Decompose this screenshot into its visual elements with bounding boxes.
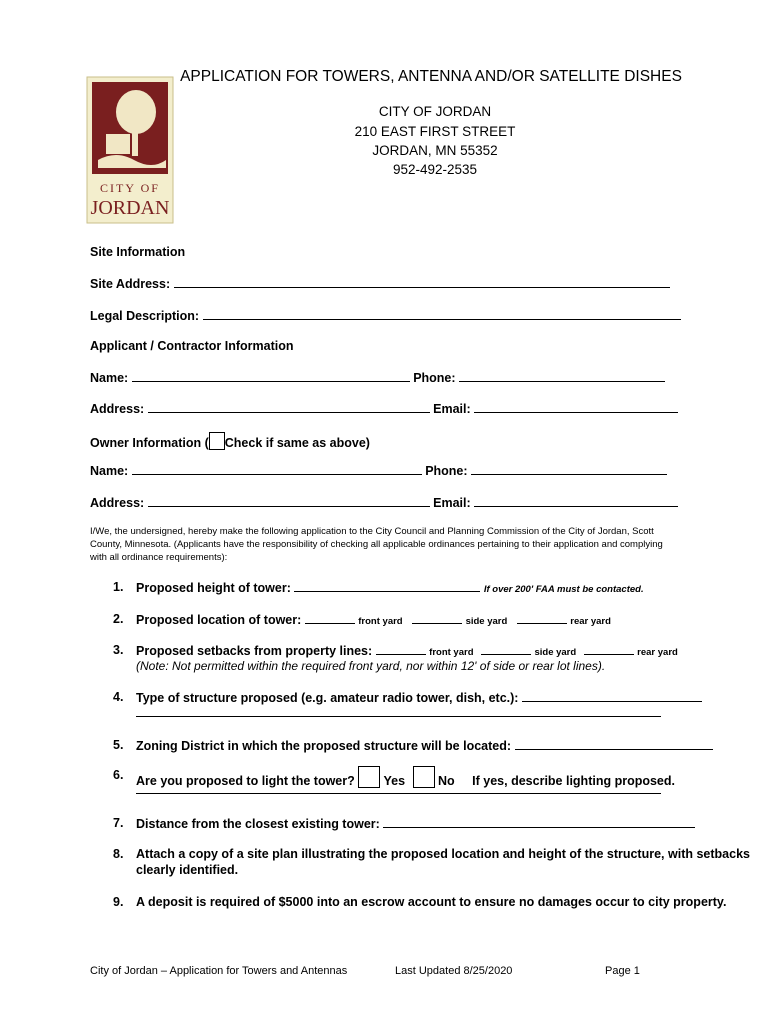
owner-address-field[interactable] (148, 495, 430, 507)
item-9: A deposit is required of $5000 into an escrow account to ensure no damages occur to city property. (136, 895, 727, 909)
light-tower-label: Are you proposed to light the tower? (136, 774, 355, 788)
applicant-name-row (90, 370, 665, 385)
setback-side-yard-label: side yard (534, 647, 577, 658)
item-4 (136, 690, 702, 705)
location-front-yard-field[interactable] (305, 612, 355, 624)
setbacks-label: Proposed setbacks from property lines: (136, 644, 373, 658)
owner-info-label-b: Check if same as above) (224, 436, 370, 450)
light-yes-checkbox[interactable] (358, 766, 380, 788)
owner-email-field[interactable] (474, 495, 678, 507)
item-number-1: 1. (113, 580, 124, 594)
applicant-phone-field[interactable] (459, 370, 665, 382)
setback-note: (Note: Not permitted within the required front yard, nor within 12' of side or rear lot lines). (136, 659, 606, 673)
item-number-4: 4. (113, 690, 124, 704)
footer-left: City of Jordan – Application for Towers and Antennas (90, 965, 348, 977)
front-yard-label: front yard (358, 616, 403, 627)
site-info-heading: Site Information (90, 245, 186, 259)
address-line-3: JORDAN, MN 55352 (372, 143, 498, 158)
setback-side-yard-field[interactable] (481, 643, 531, 655)
structure-type-field[interactable] (522, 690, 702, 702)
footer-page-number: Page 1 (605, 965, 640, 977)
item-number-3: 3. (113, 643, 124, 657)
item-5 (136, 738, 713, 753)
applicant-email-label: Email: (433, 402, 471, 416)
side-yard-label: side yard (465, 616, 508, 627)
item-number-8: 8. (113, 847, 124, 861)
zoning-district-field[interactable] (515, 738, 713, 750)
applicant-name-label: Name: (90, 371, 129, 385)
legal-description-field[interactable] (203, 308, 681, 320)
site-address-row (90, 276, 670, 291)
applicant-address-label: Address: (90, 402, 145, 416)
owner-phone-field[interactable] (471, 463, 667, 475)
item-3 (136, 643, 678, 658)
applicant-name-field[interactable] (132, 370, 410, 382)
lighting-description-field[interactable] (136, 793, 661, 794)
logo-line2: JORDAN (90, 197, 170, 219)
owner-name-row (90, 463, 667, 478)
owner-phone-label: Phone: (425, 464, 468, 478)
tower-height-field[interactable] (294, 580, 480, 592)
applicant-info-heading: Applicant / Contractor Information (90, 339, 294, 353)
owner-email-label: Email: (433, 496, 471, 510)
item-number-5: 5. (113, 738, 124, 752)
form-title: APPLICATION FOR TOWERS, ANTENNA AND/OR SATELLITE DISHES (180, 68, 682, 85)
location-side-yard-field[interactable] (412, 612, 462, 624)
owner-info-heading (90, 432, 370, 450)
owner-info-label: Owner Information ( (90, 436, 209, 450)
item-8-line2: clearly identified. (136, 863, 239, 877)
item-8-line1: Attach a copy of a site plan illustrating the proposed location and height of the structure, with setbacks (136, 847, 750, 861)
light-no-checkbox[interactable] (413, 766, 435, 788)
footer-updated: Last Updated 8/25/2020 (395, 965, 513, 977)
item-7 (136, 816, 695, 831)
light-yes-label: Yes (383, 774, 406, 788)
item-number-9: 9. (113, 895, 124, 909)
location-rear-yard-field[interactable] (517, 612, 567, 624)
owner-address-label: Address: (90, 496, 145, 510)
applicant-email-field[interactable] (474, 401, 678, 413)
item-1 (136, 580, 644, 595)
setback-front-yard-label: front yard (429, 647, 474, 658)
owner-address-row (90, 495, 678, 510)
site-address-label: Site Address: (90, 277, 171, 291)
applicant-phone-label: Phone: (413, 371, 456, 385)
undersigned-paragraph: I/We, the undersigned, hereby make the following application to the City Council and Planning Commission of the City of Jordan, Scott County, Minnesota. (Applicants have the responsibility of checking all applicable ordinances pertaining to their application and complying with all ordinance requirements): (90, 526, 663, 563)
setback-rear-yard-field[interactable] (584, 643, 634, 655)
address-line-2: 210 EAST FIRST STREET (354, 124, 516, 139)
item-6 (136, 766, 675, 788)
owner-name-field[interactable] (132, 463, 422, 475)
structure-type-label: Type of structure proposed (e.g. amateur radio tower, dish, etc.): (136, 691, 519, 705)
rear-yard-label: rear yard (570, 616, 611, 627)
logo-line1: CITY OF (100, 181, 160, 195)
zoning-district-label: Zoning District in which the proposed structure will be located: (136, 739, 512, 753)
structure-type-field-line2[interactable] (136, 716, 661, 717)
closest-tower-field[interactable] (383, 816, 695, 828)
item-number-2: 2. (113, 612, 124, 626)
address-line-4: 952-492-2535 (392, 162, 478, 177)
legal-description-row (90, 308, 681, 323)
owner-name-label: Name: (90, 464, 129, 478)
item-2 (136, 612, 611, 627)
item-number-7: 7. (113, 816, 124, 830)
tower-height-label: Proposed height of tower: (136, 581, 291, 595)
legal-description-label: Legal Description: (90, 309, 200, 323)
item-number-6: 6. (113, 768, 124, 782)
applicant-address-row (90, 401, 678, 416)
tower-location-label: Proposed location of tower: (136, 613, 302, 627)
city-logo-graphic (86, 76, 174, 224)
faa-note: If over 200' FAA must be contacted. (483, 584, 644, 595)
lighting-describe-label: If yes, describe lighting proposed. (472, 774, 675, 788)
address-line-1: CITY OF JORDAN (378, 104, 492, 119)
light-no-label: No (438, 774, 455, 788)
site-address-field[interactable] (174, 276, 670, 288)
setback-front-yard-field[interactable] (376, 643, 426, 655)
setback-rear-yard-label: rear yard (637, 647, 678, 658)
applicant-address-field[interactable] (148, 401, 430, 413)
same-as-above-checkbox[interactable] (209, 432, 225, 450)
closest-tower-label: Distance from the closest existing tower: (136, 817, 380, 831)
city-logo (86, 76, 174, 224)
